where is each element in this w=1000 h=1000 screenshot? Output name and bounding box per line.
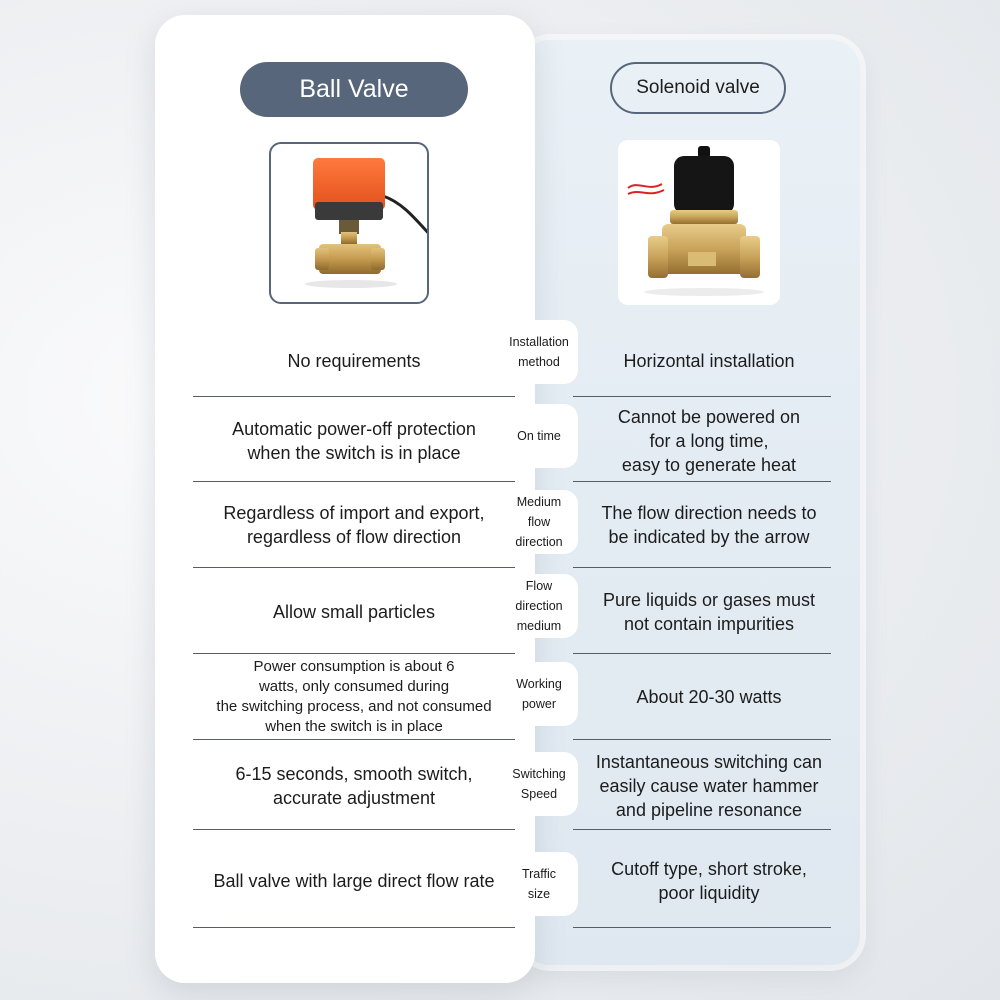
solenoid-valve-cell-line: Cutoff type, short stroke, bbox=[611, 858, 807, 879]
solenoid-valve-cell-line: be indicated by the arrow bbox=[608, 527, 810, 547]
row-label bbox=[500, 404, 578, 468]
ball-valve-cell-line: Regardless of import and export, bbox=[223, 502, 485, 523]
row-label-line: power bbox=[521, 697, 557, 711]
row-divider-left bbox=[193, 396, 515, 397]
ball-valve-cell bbox=[193, 484, 515, 566]
ball-valve-cell bbox=[193, 742, 515, 830]
solenoid-valve-title-text: Solenoid valve bbox=[636, 77, 760, 98]
row-divider-left bbox=[193, 927, 515, 928]
row-divider-right bbox=[573, 567, 831, 568]
solenoid-valve-illustration bbox=[618, 140, 780, 305]
ball-valve-cell bbox=[193, 400, 515, 482]
ball-valve-illustration bbox=[271, 144, 427, 302]
row-divider-right bbox=[573, 739, 831, 740]
row-divider-left bbox=[193, 567, 515, 568]
solenoid-valve-cell-line: easily cause water hammer bbox=[599, 775, 819, 796]
solenoid-valve-title bbox=[610, 62, 786, 114]
row-label-line: Working bbox=[516, 677, 562, 691]
solenoid-valve-cell bbox=[575, 570, 843, 654]
row-divider-left bbox=[193, 653, 515, 654]
solenoid-valve-cell-line: Instantaneous switching can bbox=[595, 751, 823, 772]
row-label-line: Installation bbox=[509, 335, 569, 349]
row-label-line: Flow bbox=[525, 579, 553, 593]
row-label bbox=[500, 490, 578, 554]
solenoid-valve-image bbox=[618, 140, 780, 305]
ball-valve-cell-line: 6-15 seconds, smooth switch, bbox=[235, 763, 473, 784]
ball-valve-cell bbox=[193, 325, 515, 397]
row-divider-left bbox=[193, 829, 515, 830]
ball-valve-cell-line: Ball valve with large direct flow rate bbox=[213, 870, 495, 891]
row-label-line: Speed bbox=[520, 787, 558, 801]
ball-valve-cell bbox=[193, 655, 515, 739]
ball-valve-cell-line: Power consumption is about 6 bbox=[253, 657, 455, 675]
row-divider-right bbox=[573, 396, 831, 397]
row-label bbox=[500, 852, 578, 916]
solenoid-valve-cell bbox=[575, 655, 843, 739]
solenoid-valve-cell-line: Pure liquids or gases must bbox=[602, 589, 816, 610]
ball-valve-cell-line: regardless of flow direction bbox=[246, 527, 462, 547]
row-label-line: direction bbox=[515, 535, 563, 549]
solenoid-valve-cell-line: About 20-30 watts bbox=[636, 686, 782, 707]
ball-valve-cell-line: when the switch is in place bbox=[265, 718, 443, 736]
solenoid-valve-cell-line: The flow direction needs to bbox=[601, 502, 817, 523]
solenoid-valve-cell-line: Horizontal installation bbox=[623, 350, 795, 371]
row-divider-right bbox=[573, 481, 831, 482]
solenoid-valve-cell-line: poor liquidity bbox=[658, 883, 760, 903]
solenoid-valve-cell-line: for a long time, bbox=[649, 430, 769, 451]
row-label-line: Traffic bbox=[521, 867, 557, 881]
row-label bbox=[500, 320, 578, 384]
solenoid-valve-cell bbox=[575, 742, 843, 830]
row-divider-left bbox=[193, 739, 515, 740]
row-label bbox=[500, 752, 578, 816]
row-divider-left bbox=[193, 481, 515, 482]
ball-valve-cell-line: the switching process, and not consumed bbox=[216, 698, 492, 715]
ball-valve-title-text: Ball Valve bbox=[299, 75, 409, 103]
row-divider-right bbox=[573, 653, 831, 654]
solenoid-valve-cell-line: not contain impurities bbox=[623, 614, 795, 634]
ball-valve-cell bbox=[193, 835, 515, 927]
row-label-line: Switching bbox=[512, 767, 566, 781]
solenoid-valve-cell bbox=[575, 400, 843, 482]
row-label bbox=[500, 574, 578, 638]
solenoid-valve-cell bbox=[575, 325, 843, 397]
ball-valve-title bbox=[240, 62, 468, 117]
row-label-line: size bbox=[527, 887, 551, 901]
solenoid-valve-cell-line: and pipeline resonance bbox=[615, 800, 803, 821]
ball-valve-cell-line: Allow small particles bbox=[272, 601, 436, 622]
row-label-line: medium bbox=[516, 619, 562, 633]
row-label-line: On time bbox=[517, 429, 561, 443]
row-label-line: flow bbox=[527, 515, 551, 529]
row-divider-right bbox=[573, 927, 831, 928]
ball-valve-cell-line: No requirements bbox=[287, 350, 421, 371]
solenoid-valve-cell bbox=[575, 484, 843, 566]
solenoid-valve-cell-line: easy to generate heat bbox=[621, 455, 797, 476]
solenoid-valve-cell-line: Cannot be powered on bbox=[617, 406, 801, 427]
solenoid-valve-cell bbox=[575, 835, 843, 927]
row-divider-right bbox=[573, 829, 831, 830]
row-label bbox=[500, 662, 578, 726]
ball-valve-cell bbox=[193, 570, 515, 654]
row-label-line: Medium bbox=[516, 495, 562, 509]
ball-valve-cell-line: when the switch is in place bbox=[247, 443, 461, 463]
ball-valve-cell-line: accurate adjustment bbox=[272, 788, 436, 808]
row-label-line: direction bbox=[515, 599, 563, 613]
ball-valve-cell-line: Automatic power-off protection bbox=[232, 418, 476, 439]
ball-valve-cell-line: watts, only consumed during bbox=[258, 677, 450, 695]
ball-valve-image bbox=[269, 142, 429, 304]
row-label-line: method bbox=[518, 355, 560, 369]
